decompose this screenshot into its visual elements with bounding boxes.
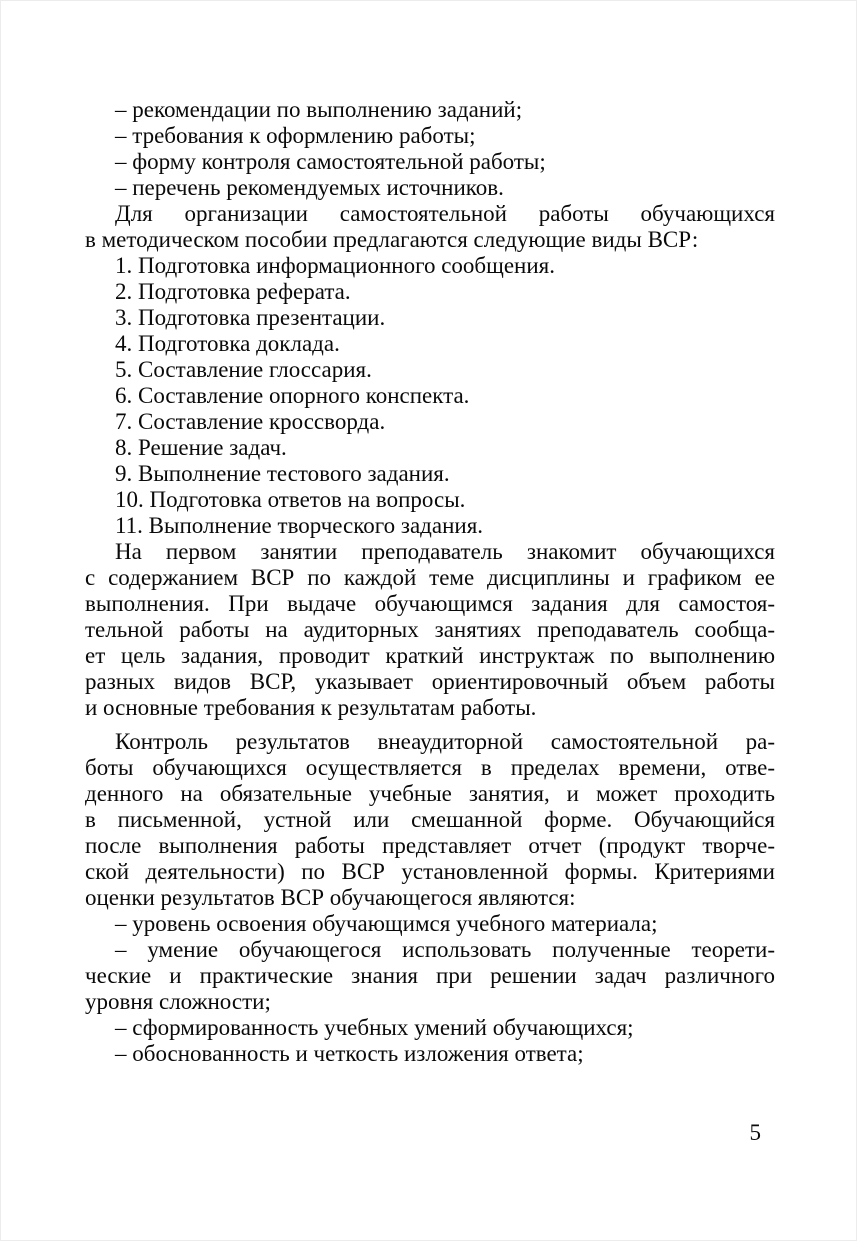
paragraph-line: Для организации самостоятельной работы обучающихся — [115, 201, 775, 226]
bullet-line: уровня сложности; — [85, 989, 271, 1014]
numbered-list-item: 2. Подготовка реферата. — [115, 279, 351, 304]
bullet-line: – требования к оформлению работы; — [115, 123, 476, 148]
bullet-line: – обоснованность и четкость изложения ответа; — [115, 1041, 584, 1066]
bullet-line: – умение обучающегося использовать полученные теорети- — [115, 937, 775, 962]
paragraph-line: разных видов ВСР, указывает ориентировочный объем работы — [85, 669, 775, 694]
bullet-line: – форму контроля самостоятельной работы; — [115, 149, 546, 174]
paragraph-line: ет цель задания, проводит краткий инструктаж по выполнению — [85, 643, 775, 668]
bullet-line: – перечень рекомендуемых источников. — [115, 175, 504, 200]
paragraph-line: На первом занятии преподаватель знакомит обучающихся — [115, 539, 775, 564]
paragraph-line: после выполнения работы представляет отчет (продукт творче- — [85, 833, 775, 858]
page-number: 5 — [749, 1120, 761, 1145]
paragraph-line: боты обучающихся осуществляется в пределах времени, отве- — [85, 755, 775, 780]
paragraph-line: в методическом пособии предлагаются следующие виды ВСР: — [85, 227, 699, 252]
numbered-list-item: 8. Решение задач. — [115, 435, 287, 460]
bullet-line: ческие и практические знания при решении задач различного — [85, 963, 775, 988]
numbered-list-item: 5. Составление глоссария. — [115, 357, 372, 382]
paragraph-line: и основные требования к результатам работы. — [85, 695, 537, 720]
bullet-line: – сформированность учебных умений обучающихся; — [115, 1015, 634, 1040]
paragraph-line: с содержанием ВСР по каждой теме дисциплины и графиком ее — [85, 565, 775, 590]
bullet-line: – уровень освоения обучающимся учебного материала; — [115, 911, 658, 936]
numbered-list-item: 4. Подготовка доклада. — [115, 331, 340, 356]
paragraph-line: в письменной, устной или смешанной форме. Обучающийся — [85, 807, 775, 832]
paragraph-line: выполнения. При выдаче обучающимся задания для самостоя- — [85, 591, 775, 616]
page-text — [85, 97, 775, 1067]
numbered-list-item: 7. Составление кроссворда. — [115, 409, 386, 434]
paragraph-line: оценки результатов ВСР обучающегося являются: — [85, 885, 576, 910]
paragraph-line: Контроль результатов внеаудиторной самостоятельной ра- — [115, 729, 775, 754]
numbered-list-item: 10. Подготовка ответов на вопросы. — [115, 487, 466, 512]
numbered-list-item: 3. Подготовка презентации. — [115, 305, 386, 330]
numbered-list-item: 6. Составление опорного конспекта. — [115, 383, 470, 408]
paragraph-line: ской деятельности) по ВСР установленной формы. Критериями — [85, 859, 775, 884]
numbered-list-item: 9. Выполнение тестового задания. — [115, 461, 450, 486]
bullet-line: – рекомендации по выполнению заданий; — [115, 97, 523, 122]
numbered-list-item: 11. Выполнение творческого задания. — [115, 513, 484, 538]
numbered-list-item: 1. Подготовка информационного сообщения. — [115, 253, 555, 278]
paragraph-line: денного на обязательные учебные занятия, и может проходить — [85, 781, 775, 806]
paragraph-line: тельной работы на аудиторных занятиях преподаватель сообща- — [85, 617, 775, 642]
